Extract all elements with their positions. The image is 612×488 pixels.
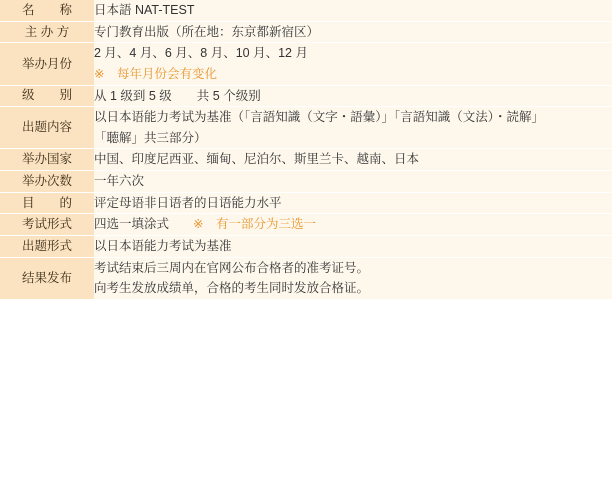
row-value-line: 从 1 级到 5 级 共 5 个级别: [94, 88, 261, 103]
row-label: 级 别: [0, 85, 94, 107]
row-value: [94, 85, 612, 107]
row-value-line: 中国、印度尼西亚、缅甸、尼泊尔、斯里兰卡、越南、日本: [94, 152, 420, 167]
table-row: [0, 0, 612, 21]
table-row: [0, 21, 612, 43]
row-value: [94, 107, 612, 149]
row-value-text: 四选一填涂式: [94, 217, 170, 232]
row-value: [94, 43, 612, 85]
row-value-line: 以日本语能力考试为基准: [94, 238, 232, 253]
row-value: [94, 21, 612, 43]
table-row: [0, 235, 612, 257]
row-value-line: 以日本语能力考试为基准（「言語知識（文字・語彙）」「言語知識（文法）・読解」: [94, 110, 545, 125]
row-label: 考试形式: [0, 214, 94, 236]
row-label: 举办次数: [0, 171, 94, 193]
row-value-line: 2 月、4 月、6 月、8 月、10 月、12 月: [94, 46, 308, 61]
row-value-line: 「聴解」共三部分）: [94, 130, 207, 145]
table-row: [0, 257, 612, 299]
table-row: [0, 214, 612, 236]
row-label: 主 办 方: [0, 21, 94, 43]
row-value: [94, 149, 612, 171]
row-label: 结果发布: [0, 257, 94, 299]
row-label: 名 称: [0, 0, 94, 21]
row-value: [94, 235, 612, 257]
row-value-line: [94, 214, 612, 235]
row-value-line: 一年六次: [94, 174, 145, 188]
row-value: [94, 192, 612, 214]
row-value: [94, 0, 612, 21]
table-row: [0, 107, 612, 149]
row-value: [94, 257, 612, 299]
row-label: 出题形式: [0, 235, 94, 257]
row-label: 举办月份: [0, 43, 94, 85]
table-row: [0, 192, 612, 214]
table-row: [0, 85, 612, 107]
row-value-line: 向考生发放成绩单，合格的考生同时发放合格证。: [94, 281, 370, 296]
row-note: ※ 每年月份会有变化: [94, 66, 217, 81]
row-value: [94, 171, 612, 193]
row-value-line: 考试结束后三周内在官网公布合格者的准考证号。: [94, 260, 370, 275]
table-row: [0, 43, 612, 85]
table-row: [0, 149, 612, 171]
table-row: [0, 171, 612, 193]
row-inline-note: ※ 有一部分为三选一: [193, 217, 316, 232]
row-label: 出题内容: [0, 107, 94, 149]
row-value-line: 评定母语非日语者的日语能力水平: [94, 195, 282, 210]
row-value-line: 日本語 NAT-TEST: [94, 3, 195, 17]
row-label: 目 的: [0, 192, 94, 214]
row-label: 举办国家: [0, 149, 94, 171]
row-value: [94, 214, 612, 236]
row-value-line: 专门教育出版（所在地：东京都新宿区）: [94, 24, 320, 39]
